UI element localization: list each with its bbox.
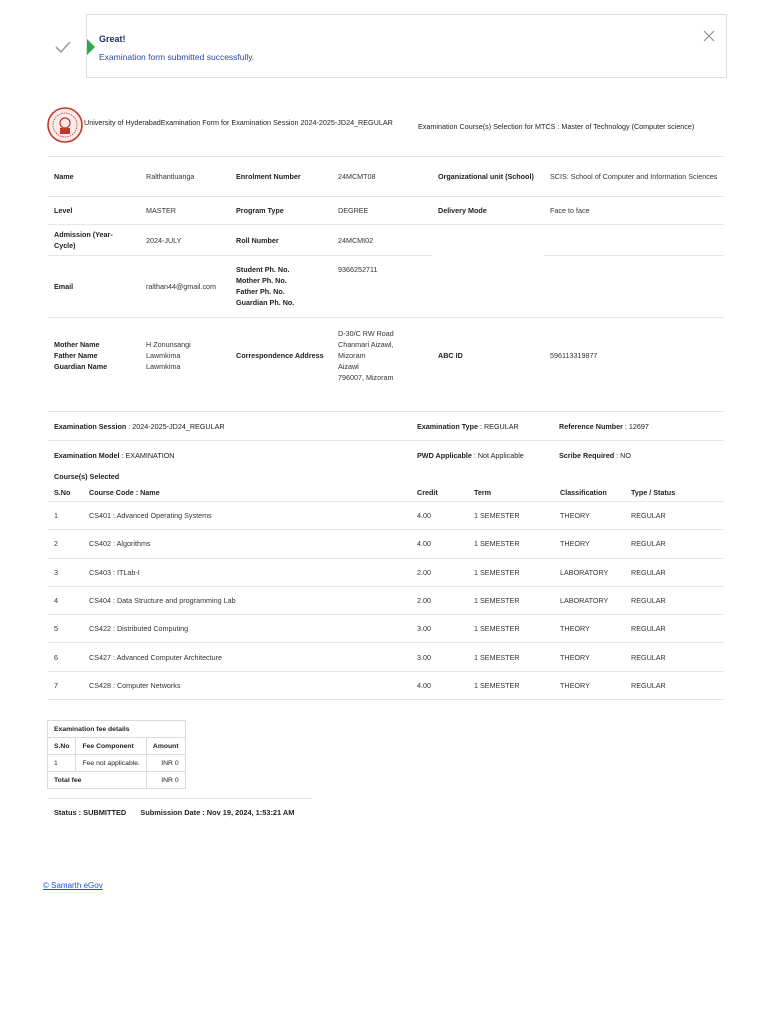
- success-alert: [86, 14, 727, 78]
- exam-model: Examination Model : EXAMINATION: [54, 451, 175, 460]
- exam-model-row: [48, 440, 724, 468]
- roll-number-value: 24MCMI02: [332, 225, 432, 256]
- address-line: D-30/C RW Road: [338, 328, 394, 338]
- fee-table: [47, 720, 186, 789]
- course-row: [48, 671, 724, 699]
- course-classification: THEORY: [554, 643, 625, 671]
- course-credit: 4.00: [411, 530, 468, 558]
- admission-label: Admission (Year-Cycle): [48, 225, 140, 256]
- course-code-name: CS402 : Algorithms: [83, 530, 411, 558]
- close-icon[interactable]: [702, 29, 716, 43]
- address-line: Mizoram: [338, 350, 366, 360]
- course-sno: 1: [48, 502, 83, 530]
- email-value: ralthan44@gmail.com: [140, 256, 230, 318]
- submission-date: Submission Date : Nov 19, 2024, 1:53:21 AM: [140, 808, 295, 817]
- course-sno: 4: [48, 586, 83, 614]
- course-classification: LABORATORY: [554, 586, 625, 614]
- parent-name-values: [140, 318, 230, 393]
- col-type-status: Type / Status: [625, 484, 724, 502]
- student-info-table: [48, 156, 724, 393]
- course-code-name: CS401 : Advanced Operating Systems: [83, 502, 411, 530]
- enrolment-value: 24MCMT08: [332, 157, 432, 197]
- address-value: [332, 318, 432, 393]
- col-term: Term: [468, 484, 554, 502]
- level-label: Level: [48, 197, 140, 225]
- status-text: Status : SUBMITTED: [54, 808, 127, 817]
- course-type-status: REGULAR: [625, 671, 724, 699]
- mother-phone-label: Mother Ph. No.: [236, 276, 287, 285]
- student-phone-value: 9366252711: [332, 256, 432, 318]
- program-type-value: DEGREE: [332, 197, 432, 225]
- pwd-applicable: PWD Applicable : Not Applicable: [417, 451, 524, 460]
- courses-table: [48, 484, 724, 700]
- fee-component: Fee not applicable.: [76, 755, 146, 772]
- phone-labels: [230, 256, 332, 318]
- org-unit-value: SCIS: School of Computer and Information Sciences: [544, 157, 724, 197]
- course-term: 1 SEMESTER: [468, 502, 554, 530]
- course-code-name: CS427 : Advanced Computer Architecture: [83, 643, 411, 671]
- course-credit: 3.00: [411, 615, 468, 643]
- course-row: [48, 530, 724, 558]
- course-sno: 3: [48, 558, 83, 586]
- scribe-required: Scribe Required : NO: [559, 451, 631, 460]
- address-line: Aizawl: [338, 361, 359, 371]
- total-fee-label: Total fee: [48, 772, 147, 789]
- address-line: Chanmari Aizawl,: [338, 339, 394, 349]
- course-row: [48, 643, 724, 671]
- course-code-name: CS428 : Computer Networks: [83, 671, 411, 699]
- guardian-name-label: Guardian Name: [54, 361, 108, 371]
- course-type-status: REGULAR: [625, 643, 724, 671]
- course-classification: THEORY: [554, 615, 625, 643]
- admission-value: 2024-JULY: [140, 225, 230, 256]
- course-sno: 2: [48, 530, 83, 558]
- submission-status: [54, 808, 294, 817]
- course-credit: 4.00: [411, 502, 468, 530]
- student-phone-label: Student Ph. No.: [236, 265, 290, 274]
- enrolment-label: Enrolment Number: [230, 157, 332, 197]
- address-label: Correspondence Address: [230, 318, 332, 393]
- level-value: MASTER: [140, 197, 230, 225]
- course-classification: THEORY: [554, 671, 625, 699]
- abc-id-value: 596113319877: [544, 318, 724, 393]
- parent-name-labels: [48, 318, 140, 393]
- course-code-name: CS422 : Distributed Computing: [83, 615, 411, 643]
- status-divider: [48, 798, 312, 799]
- course-term: 1 SEMESTER: [468, 558, 554, 586]
- email-label: Email: [48, 256, 140, 318]
- exam-session-row: [48, 411, 724, 440]
- fee-amount: INR 0: [146, 755, 185, 772]
- delivery-mode-label: Delivery Mode: [432, 197, 544, 225]
- samarth-egov-link[interactable]: © Samarth eGov: [43, 881, 103, 890]
- course-row: [48, 502, 724, 530]
- course-credit: 2.00: [411, 558, 468, 586]
- course-credit: 2.00: [411, 586, 468, 614]
- course-term: 1 SEMESTER: [468, 643, 554, 671]
- col-classification: Classification: [554, 484, 625, 502]
- course-term: 1 SEMESTER: [468, 586, 554, 614]
- org-unit-label: Organizational unit (School): [432, 157, 544, 197]
- course-type-status: REGULAR: [625, 502, 724, 530]
- exam-type: Examination Type : REGULAR: [417, 422, 519, 431]
- course-sno: 7: [48, 671, 83, 699]
- col-credit: Credit: [411, 484, 468, 502]
- university-logo: [46, 106, 84, 144]
- fee-col-component: Fee Component: [76, 738, 146, 755]
- course-type-status: REGULAR: [625, 558, 724, 586]
- course-code-name: CS404 : Data Structure and programming Lab: [83, 586, 411, 614]
- course-type-status: REGULAR: [625, 615, 724, 643]
- col-course: Course Code : Name: [83, 484, 411, 502]
- father-name-value: Lawmkima: [146, 350, 181, 360]
- alert-message: Examination form submitted successfully.: [99, 52, 255, 62]
- fee-caption: Examination fee details: [48, 721, 186, 738]
- course-row: [48, 615, 724, 643]
- exam-session: Examination Session : 2024-2025-JD24_REGULAR: [54, 422, 225, 431]
- address-line: 796007, Mizoram: [338, 372, 394, 382]
- alert-indicator-icon: [87, 39, 95, 55]
- program-type-label: Program Type: [230, 197, 332, 225]
- roll-number-label: Roll Number: [230, 225, 332, 256]
- father-phone-label: Father Ph. No.: [236, 287, 285, 296]
- course-sno: 6: [48, 643, 83, 671]
- check-icon: [53, 37, 73, 57]
- courses-header-row: [48, 484, 724, 502]
- course-type-status: REGULAR: [625, 530, 724, 558]
- course-classification: THEORY: [554, 530, 625, 558]
- father-name-label: Father Name: [54, 350, 98, 360]
- form-title: University of HyderabadExamination Form for Examination Session 2024-2025-JD24_REGULAR: [84, 118, 393, 127]
- delivery-mode-value: Face to face: [544, 197, 724, 225]
- col-sno: S.No: [48, 484, 83, 502]
- reference-number: Reference Number : 12697: [559, 422, 649, 431]
- course-term: 1 SEMESTER: [468, 615, 554, 643]
- course-row: [48, 586, 724, 614]
- form-subtitle: Examination Course(s) Selection for MTCS : Master of Technology (Computer science): [418, 122, 695, 131]
- alert-title: Great!: [99, 34, 126, 44]
- course-code-name: CS403 : ITLab-I: [83, 558, 411, 586]
- courses-heading: Course(s) Selected: [54, 472, 120, 481]
- fee-col-sno: S.No: [48, 738, 76, 755]
- abc-id-label: ABC ID: [432, 318, 544, 393]
- total-fee-value: INR 0: [146, 772, 185, 789]
- course-classification: LABORATORY: [554, 558, 625, 586]
- course-term: 1 SEMESTER: [468, 530, 554, 558]
- fee-col-amount: Amount: [146, 738, 185, 755]
- guardian-phone-label: Guardian Ph. No.: [236, 298, 295, 307]
- course-classification: THEORY: [554, 502, 625, 530]
- course-type-status: REGULAR: [625, 586, 724, 614]
- mother-name-label: Mother Name: [54, 339, 100, 349]
- course-term: 1 SEMESTER: [468, 671, 554, 699]
- name-value: Ralthantluanga: [140, 157, 230, 197]
- course-credit: 3.00: [411, 643, 468, 671]
- name-label: Name: [48, 157, 140, 197]
- guardian-name-value: Lawmkima: [146, 361, 181, 371]
- course-credit: 4.00: [411, 671, 468, 699]
- course-row: [48, 558, 724, 586]
- fee-sno: 1: [48, 755, 76, 772]
- course-sno: 5: [48, 615, 83, 643]
- mother-name-value: H Zonunsangi: [146, 339, 191, 349]
